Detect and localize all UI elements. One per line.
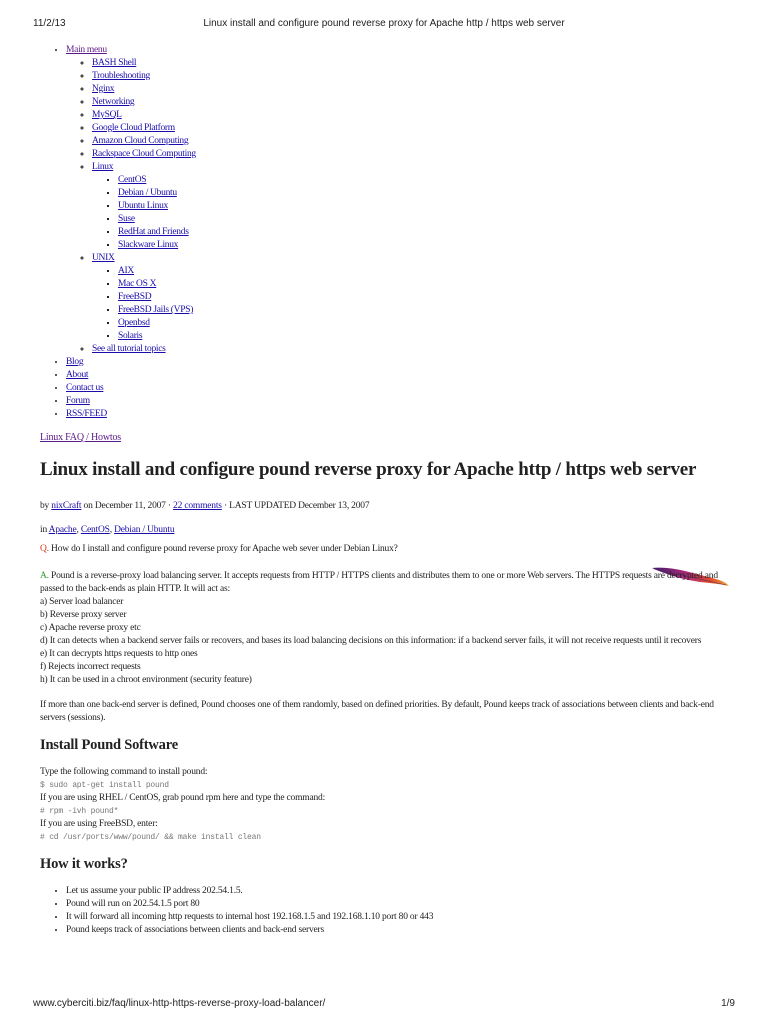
category-link-centos[interactable]: CentOS [80, 525, 110, 535]
submenu-item [118, 265, 196, 278]
menu-link-centos[interactable]: CentOS [118, 175, 147, 185]
print-page-number: 1/9 [721, 998, 735, 1009]
menu-item [92, 109, 196, 122]
menu-link-rss[interactable]: RSS/FEED [66, 409, 107, 419]
main-menu-link[interactable]: Main menu [66, 45, 107, 55]
submenu-item [118, 330, 196, 343]
submenu-item [118, 278, 196, 291]
menu-link-redhat[interactable]: RedHat and Friends [118, 227, 189, 237]
how-list [40, 885, 728, 937]
breadcrumb [40, 432, 728, 443]
install-text: If you are using FreeBSD, enter: [40, 819, 158, 829]
menu-link-linux[interactable]: Linux [92, 162, 114, 172]
menu-link-google-cloud[interactable]: Google Cloud Platform [92, 123, 175, 133]
menu-item [92, 148, 196, 161]
menu-item [92, 122, 196, 135]
how-item: • Pound will run on 202.54.1.5 port 80 [66, 898, 728, 911]
menu-item-linux [92, 161, 196, 252]
how-item: • Let us assume your public IP address 202.54.1.5. [66, 885, 728, 898]
how-heading: How it works? [40, 856, 128, 872]
how-item: • Pound keeps track of associations between clients and back-end servers [66, 924, 728, 937]
submenu-item [118, 317, 196, 330]
menu-link-slackware[interactable]: Slackware Linux [118, 240, 179, 250]
answer-label: A. [40, 571, 49, 581]
breadcrumb-link[interactable]: Linux FAQ / Howtos [40, 432, 121, 443]
menu-link-networking[interactable]: Networking [92, 97, 135, 107]
menu-item [66, 382, 196, 395]
category-link-apache[interactable]: Apache [48, 525, 77, 535]
category-link-debian[interactable]: Debian / Ubuntu [114, 525, 175, 535]
answer-intro: Pound is a reverse-proxy load balancing server. It accepts requests from HTTP / HTTPS clients and distributes them to one or more Web servers. The HTTPS requests are decrypted and passed to the back-ends as plain HTTP. It will act as: [40, 571, 718, 594]
menu-link-macosx[interactable]: Mac OS X [118, 279, 157, 289]
submenu-item [118, 291, 196, 304]
comments-link[interactable]: 22 comments [173, 501, 222, 511]
feature-item: d) It can detects when a backend server fails or recovers, and bases its load balancing decisions on this information: if a backend server fails, it will not receive requests until it recovers [40, 636, 702, 646]
article-title: Linux install and configure pound reverse proxy for Apache http / https web server [40, 459, 697, 480]
menu-item [92, 96, 196, 109]
install-text: Type the following command to install pound: [40, 767, 208, 777]
article-categories: in Apache, CentOS, Debian / Ubuntu [40, 525, 175, 535]
submenu-item [118, 239, 196, 252]
menu-link-ubuntu[interactable]: Ubuntu Linux [118, 201, 168, 211]
menu-link-amazon-cloud[interactable]: Amazon Cloud Computing [92, 136, 189, 146]
install-command: # cd /usr/ports/www/pound/ && make install clean [40, 833, 261, 842]
menu-link-nginx[interactable]: Nginx [92, 84, 115, 94]
menu-link-mysql[interactable]: MySQL [92, 110, 122, 120]
meta-by: by [40, 501, 50, 511]
menu-link-bash[interactable]: BASH Shell [92, 58, 137, 68]
author-link[interactable]: nixCraft [51, 501, 82, 511]
feature-item: b) Reverse proxy server [40, 610, 127, 620]
menu-item [92, 70, 196, 83]
feature-item: c) Apache reverse proxy etc [40, 623, 141, 633]
submenu-item [118, 213, 196, 226]
menu-item [92, 83, 196, 96]
question-block [40, 543, 728, 556]
question-label: Q. [40, 544, 49, 554]
menu-item-main [66, 44, 196, 356]
menu-link-troubleshooting[interactable]: Troubleshooting [92, 71, 150, 81]
menu-item [66, 408, 196, 421]
submenu-item [118, 200, 196, 213]
print-title: Linux install and configure pound reverse proxy for Apache http / https web server [203, 18, 565, 29]
article-meta [40, 501, 728, 511]
cats-in: in [40, 525, 47, 535]
menu-item-unix [92, 252, 196, 343]
print-header [33, 18, 735, 32]
menu-item [92, 343, 196, 356]
submenu-item [118, 174, 196, 187]
answer-block [40, 570, 728, 725]
menu-link-blog[interactable]: Blog [66, 357, 84, 367]
submenu-item [118, 187, 196, 200]
menu-link-openbsd[interactable]: Openbsd [118, 318, 150, 328]
menu-link-freebsd-jails[interactable]: FreeBSD Jails (VPS) [118, 305, 194, 315]
article-content [40, 432, 728, 937]
meta-updated: · LAST UPDATED December 13, 2007 [223, 501, 370, 511]
menu-link-solaris[interactable]: Solaris [118, 331, 143, 341]
submenu-item [118, 226, 196, 239]
main-menu [40, 44, 196, 421]
menu-link-suse[interactable]: Suse [118, 214, 135, 224]
menu-link-freebsd[interactable]: FreeBSD [118, 292, 152, 302]
menu-item [66, 395, 196, 408]
menu-link-about[interactable]: About [66, 370, 89, 380]
install-instructions [40, 766, 728, 844]
print-url: www.cyberciti.biz/faq/linux-http-https-reverse-proxy-load-balancer/ [33, 998, 326, 1009]
menu-link-debian[interactable]: Debian / Ubuntu [118, 188, 177, 198]
menu-link-forum[interactable]: Forum [66, 396, 90, 406]
how-item: • It will forward all incoming http requests to internal host 192.168.1.5 and 192.168.1.10 port 80 or 443 [66, 911, 728, 924]
meta-date: on December 11, 2007 · [83, 501, 171, 511]
print-date: 11/2/13 [33, 18, 66, 29]
menu-item [92, 135, 196, 148]
install-heading: Install Pound Software [40, 737, 178, 753]
submenu-item [118, 304, 196, 317]
feature-item: e) It can decrypts https requests to http ones [40, 649, 198, 659]
menu-item [66, 356, 196, 369]
feature-item: f) Rejects incorrect requests [40, 662, 141, 672]
install-command: # rpm -ivh pound* [40, 807, 119, 816]
feature-item: h) It can be used in a chroot environment (security feature) [40, 675, 252, 685]
menu-link-rackspace-cloud[interactable]: Rackspace Cloud Computing [92, 149, 196, 159]
menu-link-unix[interactable]: UNIX [92, 253, 115, 263]
menu-item [92, 57, 196, 70]
menu-link-contact[interactable]: Contact us [66, 383, 104, 393]
sessions-paragraph: If more than one back-end server is defined, Pound chooses one of them randomly, based on defined priorities. By default, Pound keeps track of associations between clients and back-end servers (sessions). [40, 700, 714, 723]
install-text: If you are using RHEL / CentOS, grab pound rpm here and type the command: [40, 793, 326, 803]
menu-item [66, 369, 196, 382]
install-command: $ sudo apt-get install pound [40, 781, 169, 790]
print-footer [33, 998, 735, 1012]
menu-link-aix[interactable]: AIX [118, 266, 134, 276]
feature-list [40, 596, 728, 687]
menu-link-see-all[interactable]: See all tutorial topics [92, 344, 166, 354]
feature-item: a) Server load balancer [40, 597, 124, 607]
question-text: How do I install and configure pound reverse proxy for Apache web sever under Debian Linux? [51, 544, 398, 554]
